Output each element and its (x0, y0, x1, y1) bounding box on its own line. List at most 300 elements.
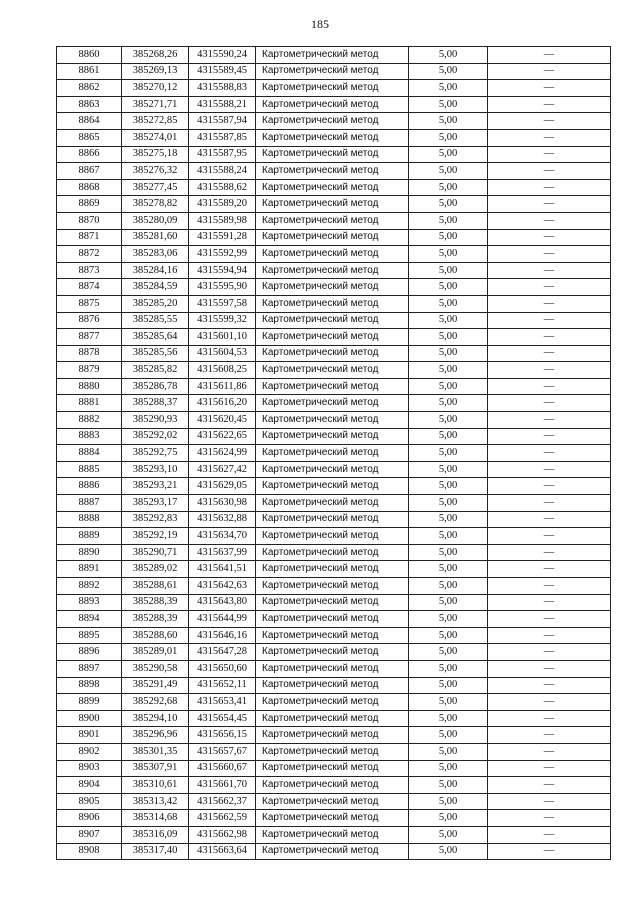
x-coordinate-cell: 385274,01 (122, 129, 189, 146)
point-number-cell: 8864 (57, 113, 122, 130)
method-cell: Картометрический метод (256, 262, 409, 279)
accuracy-cell: 5,00 (409, 262, 488, 279)
y-coordinate-cell: 4315599,32 (189, 312, 256, 329)
point-number-cell: 8902 (57, 743, 122, 760)
method-cell: Картометрический метод (256, 694, 409, 711)
accuracy-cell: 5,00 (409, 362, 488, 379)
y-coordinate-cell: 4315589,98 (189, 212, 256, 229)
description-cell: — (488, 810, 611, 827)
y-coordinate-cell: 4315661,70 (189, 777, 256, 794)
x-coordinate-cell: 385275,18 (122, 146, 189, 163)
accuracy-cell: 5,00 (409, 660, 488, 677)
accuracy-cell: 5,00 (409, 611, 488, 628)
point-number-cell: 8908 (57, 843, 122, 860)
description-cell: — (488, 461, 611, 478)
method-cell: Картометрический метод (256, 146, 409, 163)
y-coordinate-cell: 4315622,65 (189, 428, 256, 445)
x-coordinate-cell: 385280,09 (122, 212, 189, 229)
table-row (57, 80, 611, 97)
description-cell: — (488, 312, 611, 329)
method-cell: Картометрический метод (256, 47, 409, 64)
table-row (57, 196, 611, 213)
accuracy-cell: 5,00 (409, 528, 488, 545)
point-number-cell: 8899 (57, 694, 122, 711)
description-cell: — (488, 412, 611, 429)
accuracy-cell: 5,00 (409, 594, 488, 611)
table-row (57, 362, 611, 379)
x-coordinate-cell: 385278,82 (122, 196, 189, 213)
description-cell: — (488, 395, 611, 412)
accuracy-cell: 5,00 (409, 395, 488, 412)
point-number-cell: 8872 (57, 246, 122, 263)
y-coordinate-cell: 4315587,85 (189, 129, 256, 146)
point-number-cell: 8869 (57, 196, 122, 213)
point-number-cell: 8905 (57, 793, 122, 810)
method-cell: Картометрический метод (256, 96, 409, 113)
y-coordinate-cell: 4315588,83 (189, 80, 256, 97)
accuracy-cell: 5,00 (409, 677, 488, 694)
accuracy-cell: 5,00 (409, 578, 488, 595)
x-coordinate-cell: 385292,02 (122, 428, 189, 445)
table-row (57, 777, 611, 794)
description-cell: — (488, 80, 611, 97)
point-number-cell: 8907 (57, 826, 122, 843)
description-cell: — (488, 246, 611, 263)
y-coordinate-cell: 4315644,99 (189, 611, 256, 628)
description-cell: — (488, 644, 611, 661)
y-coordinate-cell: 4315597,58 (189, 295, 256, 312)
y-coordinate-cell: 4315588,24 (189, 163, 256, 180)
point-number-cell: 8861 (57, 63, 122, 80)
point-number-cell: 8876 (57, 312, 122, 329)
y-coordinate-cell: 4315629,05 (189, 478, 256, 495)
method-cell: Картометрический метод (256, 362, 409, 379)
accuracy-cell: 5,00 (409, 478, 488, 495)
accuracy-cell: 5,00 (409, 777, 488, 794)
x-coordinate-cell: 385292,68 (122, 694, 189, 711)
table-row (57, 279, 611, 296)
point-number-cell: 8901 (57, 727, 122, 744)
description-cell: — (488, 329, 611, 346)
x-coordinate-cell: 385285,20 (122, 295, 189, 312)
accuracy-cell: 5,00 (409, 428, 488, 445)
description-cell: — (488, 163, 611, 180)
method-cell: Картометрический метод (256, 312, 409, 329)
table-row (57, 478, 611, 495)
method-cell: Картометрический метод (256, 660, 409, 677)
y-coordinate-cell: 4315652,11 (189, 677, 256, 694)
point-number-cell: 8888 (57, 511, 122, 528)
point-number-cell: 8887 (57, 495, 122, 512)
y-coordinate-cell: 4315647,28 (189, 644, 256, 661)
accuracy-cell: 5,00 (409, 129, 488, 146)
table-row (57, 511, 611, 528)
accuracy-cell: 5,00 (409, 212, 488, 229)
y-coordinate-cell: 4315589,20 (189, 196, 256, 213)
table-row (57, 312, 611, 329)
y-coordinate-cell: 4315632,88 (189, 511, 256, 528)
method-cell: Картометрический метод (256, 428, 409, 445)
x-coordinate-cell: 385288,60 (122, 627, 189, 644)
y-coordinate-cell: 4315620,45 (189, 412, 256, 429)
table-row (57, 295, 611, 312)
point-number-cell: 8897 (57, 660, 122, 677)
point-number-cell: 8891 (57, 561, 122, 578)
accuracy-cell: 5,00 (409, 743, 488, 760)
table-row (57, 445, 611, 462)
accuracy-cell: 5,00 (409, 561, 488, 578)
description-cell: — (488, 445, 611, 462)
method-cell: Картометрический метод (256, 63, 409, 80)
description-cell: — (488, 362, 611, 379)
table-row (57, 378, 611, 395)
method-cell: Картометрический метод (256, 179, 409, 196)
x-coordinate-cell: 385277,45 (122, 179, 189, 196)
x-coordinate-cell: 385268,26 (122, 47, 189, 64)
y-coordinate-cell: 4315587,94 (189, 113, 256, 130)
x-coordinate-cell: 385296,96 (122, 727, 189, 744)
accuracy-cell: 5,00 (409, 329, 488, 346)
coordinates-table-body (57, 47, 611, 860)
y-coordinate-cell: 4315616,20 (189, 395, 256, 412)
description-cell: — (488, 47, 611, 64)
method-cell: Картометрический метод (256, 246, 409, 263)
x-coordinate-cell: 385293,17 (122, 495, 189, 512)
y-coordinate-cell: 4315656,15 (189, 727, 256, 744)
table-row (57, 677, 611, 694)
description-cell: — (488, 727, 611, 744)
description-cell: — (488, 113, 611, 130)
x-coordinate-cell: 385286,78 (122, 378, 189, 395)
method-cell: Картометрический метод (256, 561, 409, 578)
method-cell: Картометрический метод (256, 777, 409, 794)
y-coordinate-cell: 4315601,10 (189, 329, 256, 346)
method-cell: Картометрический метод (256, 129, 409, 146)
accuracy-cell: 5,00 (409, 810, 488, 827)
x-coordinate-cell: 385285,55 (122, 312, 189, 329)
accuracy-cell: 5,00 (409, 179, 488, 196)
point-number-cell: 8906 (57, 810, 122, 827)
table-row (57, 743, 611, 760)
point-number-cell: 8866 (57, 146, 122, 163)
point-number-cell: 8873 (57, 262, 122, 279)
table-row (57, 246, 611, 263)
y-coordinate-cell: 4315624,99 (189, 445, 256, 462)
table-row (57, 345, 611, 362)
table-row (57, 793, 611, 810)
method-cell: Картометрический метод (256, 412, 409, 429)
point-number-cell: 8898 (57, 677, 122, 694)
description-cell: — (488, 262, 611, 279)
x-coordinate-cell: 385293,10 (122, 461, 189, 478)
description-cell: — (488, 96, 611, 113)
method-cell: Картометрический метод (256, 710, 409, 727)
description-cell: — (488, 594, 611, 611)
y-coordinate-cell: 4315657,67 (189, 743, 256, 760)
x-coordinate-cell: 385281,60 (122, 229, 189, 246)
description-cell: — (488, 760, 611, 777)
description-cell: — (488, 212, 611, 229)
description-cell: — (488, 660, 611, 677)
method-cell: Картометрический метод (256, 212, 409, 229)
point-number-cell: 8877 (57, 329, 122, 346)
point-number-cell: 8883 (57, 428, 122, 445)
y-coordinate-cell: 4315604,53 (189, 345, 256, 362)
page-number: 185 (311, 17, 329, 31)
x-coordinate-cell: 385292,19 (122, 528, 189, 545)
accuracy-cell: 5,00 (409, 826, 488, 843)
description-cell: — (488, 478, 611, 495)
accuracy-cell: 5,00 (409, 312, 488, 329)
table-row (57, 412, 611, 429)
table-row (57, 146, 611, 163)
y-coordinate-cell: 4315611,86 (189, 378, 256, 395)
method-cell: Картометрический метод (256, 727, 409, 744)
table-row (57, 129, 611, 146)
description-cell: — (488, 677, 611, 694)
description-cell: — (488, 843, 611, 860)
description-cell: — (488, 511, 611, 528)
y-coordinate-cell: 4315592,99 (189, 246, 256, 263)
method-cell: Картометрический метод (256, 113, 409, 130)
table-row (57, 461, 611, 478)
coordinates-table (56, 46, 611, 860)
y-coordinate-cell: 4315588,62 (189, 179, 256, 196)
x-coordinate-cell: 385316,09 (122, 826, 189, 843)
x-coordinate-cell: 385292,83 (122, 511, 189, 528)
description-cell: — (488, 129, 611, 146)
x-coordinate-cell: 385272,85 (122, 113, 189, 130)
method-cell: Картометрический метод (256, 279, 409, 296)
accuracy-cell: 5,00 (409, 694, 488, 711)
table-row (57, 63, 611, 80)
x-coordinate-cell: 385288,37 (122, 395, 189, 412)
point-number-cell: 8882 (57, 412, 122, 429)
table-row (57, 212, 611, 229)
description-cell: — (488, 345, 611, 362)
method-cell: Картометрический метод (256, 495, 409, 512)
y-coordinate-cell: 4315653,41 (189, 694, 256, 711)
description-cell: — (488, 694, 611, 711)
table-row (57, 594, 611, 611)
y-coordinate-cell: 4315650,60 (189, 660, 256, 677)
y-coordinate-cell: 4315587,95 (189, 146, 256, 163)
method-cell: Картометрический метод (256, 378, 409, 395)
accuracy-cell: 5,00 (409, 843, 488, 860)
method-cell: Картометрический метод (256, 229, 409, 246)
accuracy-cell: 5,00 (409, 295, 488, 312)
accuracy-cell: 5,00 (409, 246, 488, 263)
table-row (57, 710, 611, 727)
point-number-cell: 8860 (57, 47, 122, 64)
y-coordinate-cell: 4315627,42 (189, 461, 256, 478)
y-coordinate-cell: 4315588,21 (189, 96, 256, 113)
table-row (57, 627, 611, 644)
method-cell: Картометрический метод (256, 163, 409, 180)
accuracy-cell: 5,00 (409, 146, 488, 163)
x-coordinate-cell: 385270,12 (122, 80, 189, 97)
description-cell: — (488, 146, 611, 163)
accuracy-cell: 5,00 (409, 196, 488, 213)
x-coordinate-cell: 385314,68 (122, 810, 189, 827)
x-coordinate-cell: 385294,10 (122, 710, 189, 727)
description-cell: — (488, 627, 611, 644)
point-number-cell: 8871 (57, 229, 122, 246)
y-coordinate-cell: 4315591,28 (189, 229, 256, 246)
point-number-cell: 8868 (57, 179, 122, 196)
x-coordinate-cell: 385317,40 (122, 843, 189, 860)
y-coordinate-cell: 4315634,70 (189, 528, 256, 545)
accuracy-cell: 5,00 (409, 544, 488, 561)
table-row (57, 262, 611, 279)
table-row (57, 96, 611, 113)
y-coordinate-cell: 4315660,67 (189, 760, 256, 777)
y-coordinate-cell: 4315608,25 (189, 362, 256, 379)
accuracy-cell: 5,00 (409, 511, 488, 528)
description-cell: — (488, 561, 611, 578)
x-coordinate-cell: 385284,59 (122, 279, 189, 296)
table-row (57, 47, 611, 64)
point-number-cell: 8879 (57, 362, 122, 379)
x-coordinate-cell: 385285,64 (122, 329, 189, 346)
table-row (57, 528, 611, 545)
point-number-cell: 8870 (57, 212, 122, 229)
point-number-cell: 8893 (57, 594, 122, 611)
method-cell: Картометрический метод (256, 578, 409, 595)
description-cell: — (488, 528, 611, 545)
accuracy-cell: 5,00 (409, 80, 488, 97)
method-cell: Картометрический метод (256, 544, 409, 561)
y-coordinate-cell: 4315662,98 (189, 826, 256, 843)
method-cell: Картометрический метод (256, 810, 409, 827)
accuracy-cell: 5,00 (409, 412, 488, 429)
point-number-cell: 8875 (57, 295, 122, 312)
method-cell: Картометрический метод (256, 743, 409, 760)
point-number-cell: 8886 (57, 478, 122, 495)
x-coordinate-cell: 385292,75 (122, 445, 189, 462)
table-row (57, 428, 611, 445)
accuracy-cell: 5,00 (409, 793, 488, 810)
y-coordinate-cell: 4315663,64 (189, 843, 256, 860)
method-cell: Картометрический метод (256, 395, 409, 412)
y-coordinate-cell: 4315654,45 (189, 710, 256, 727)
method-cell: Картометрический метод (256, 627, 409, 644)
point-number-cell: 8892 (57, 578, 122, 595)
method-cell: Картометрический метод (256, 295, 409, 312)
table-row (57, 660, 611, 677)
point-number-cell: 8880 (57, 378, 122, 395)
accuracy-cell: 5,00 (409, 445, 488, 462)
x-coordinate-cell: 385284,16 (122, 262, 189, 279)
y-coordinate-cell: 4315595,90 (189, 279, 256, 296)
point-number-cell: 8890 (57, 544, 122, 561)
accuracy-cell: 5,00 (409, 163, 488, 180)
description-cell: — (488, 179, 611, 196)
x-coordinate-cell: 385307,91 (122, 760, 189, 777)
method-cell: Картометрический метод (256, 611, 409, 628)
point-number-cell: 8867 (57, 163, 122, 180)
accuracy-cell: 5,00 (409, 627, 488, 644)
description-cell: — (488, 578, 611, 595)
point-number-cell: 8874 (57, 279, 122, 296)
accuracy-cell: 5,00 (409, 710, 488, 727)
point-number-cell: 8865 (57, 129, 122, 146)
method-cell: Картометрический метод (256, 329, 409, 346)
table-row (57, 395, 611, 412)
point-number-cell: 8889 (57, 528, 122, 545)
description-cell: — (488, 495, 611, 512)
accuracy-cell: 5,00 (409, 461, 488, 478)
x-coordinate-cell: 385291,49 (122, 677, 189, 694)
y-coordinate-cell: 4315643,80 (189, 594, 256, 611)
point-number-cell: 8862 (57, 80, 122, 97)
point-number-cell: 8894 (57, 611, 122, 628)
x-coordinate-cell: 385283,06 (122, 246, 189, 263)
method-cell: Картометрический метод (256, 594, 409, 611)
x-coordinate-cell: 385288,61 (122, 578, 189, 595)
table-row (57, 163, 611, 180)
method-cell: Картометрический метод (256, 843, 409, 860)
table-row (57, 179, 611, 196)
x-coordinate-cell: 385285,56 (122, 345, 189, 362)
point-number-cell: 8904 (57, 777, 122, 794)
table-row (57, 495, 611, 512)
table-row (57, 644, 611, 661)
y-coordinate-cell: 4315594,94 (189, 262, 256, 279)
table-row (57, 694, 611, 711)
description-cell: — (488, 378, 611, 395)
method-cell: Картометрический метод (256, 196, 409, 213)
accuracy-cell: 5,00 (409, 727, 488, 744)
x-coordinate-cell: 385271,71 (122, 96, 189, 113)
description-cell: — (488, 295, 611, 312)
method-cell: Картометрический метод (256, 511, 409, 528)
x-coordinate-cell: 385290,58 (122, 660, 189, 677)
table-row (57, 113, 611, 130)
method-cell: Картометрический метод (256, 478, 409, 495)
x-coordinate-cell: 385276,32 (122, 163, 189, 180)
accuracy-cell: 5,00 (409, 229, 488, 246)
x-coordinate-cell: 385293,21 (122, 478, 189, 495)
table-row (57, 229, 611, 246)
description-cell: — (488, 544, 611, 561)
table-row (57, 578, 611, 595)
method-cell: Картометрический метод (256, 80, 409, 97)
method-cell: Картометрический метод (256, 445, 409, 462)
point-number-cell: 8895 (57, 627, 122, 644)
accuracy-cell: 5,00 (409, 495, 488, 512)
accuracy-cell: 5,00 (409, 47, 488, 64)
x-coordinate-cell: 385313,42 (122, 793, 189, 810)
x-coordinate-cell: 385285,82 (122, 362, 189, 379)
x-coordinate-cell: 385289,02 (122, 561, 189, 578)
description-cell: — (488, 611, 611, 628)
description-cell: — (488, 826, 611, 843)
table-row (57, 760, 611, 777)
table-row (57, 329, 611, 346)
point-number-cell: 8885 (57, 461, 122, 478)
y-coordinate-cell: 4315641,51 (189, 561, 256, 578)
x-coordinate-cell: 385289,01 (122, 644, 189, 661)
y-coordinate-cell: 4315630,98 (189, 495, 256, 512)
description-cell: — (488, 279, 611, 296)
accuracy-cell: 5,00 (409, 760, 488, 777)
y-coordinate-cell: 4315642,63 (189, 578, 256, 595)
point-number-cell: 8878 (57, 345, 122, 362)
table-row (57, 544, 611, 561)
method-cell: Картометрический метод (256, 644, 409, 661)
table-row (57, 611, 611, 628)
